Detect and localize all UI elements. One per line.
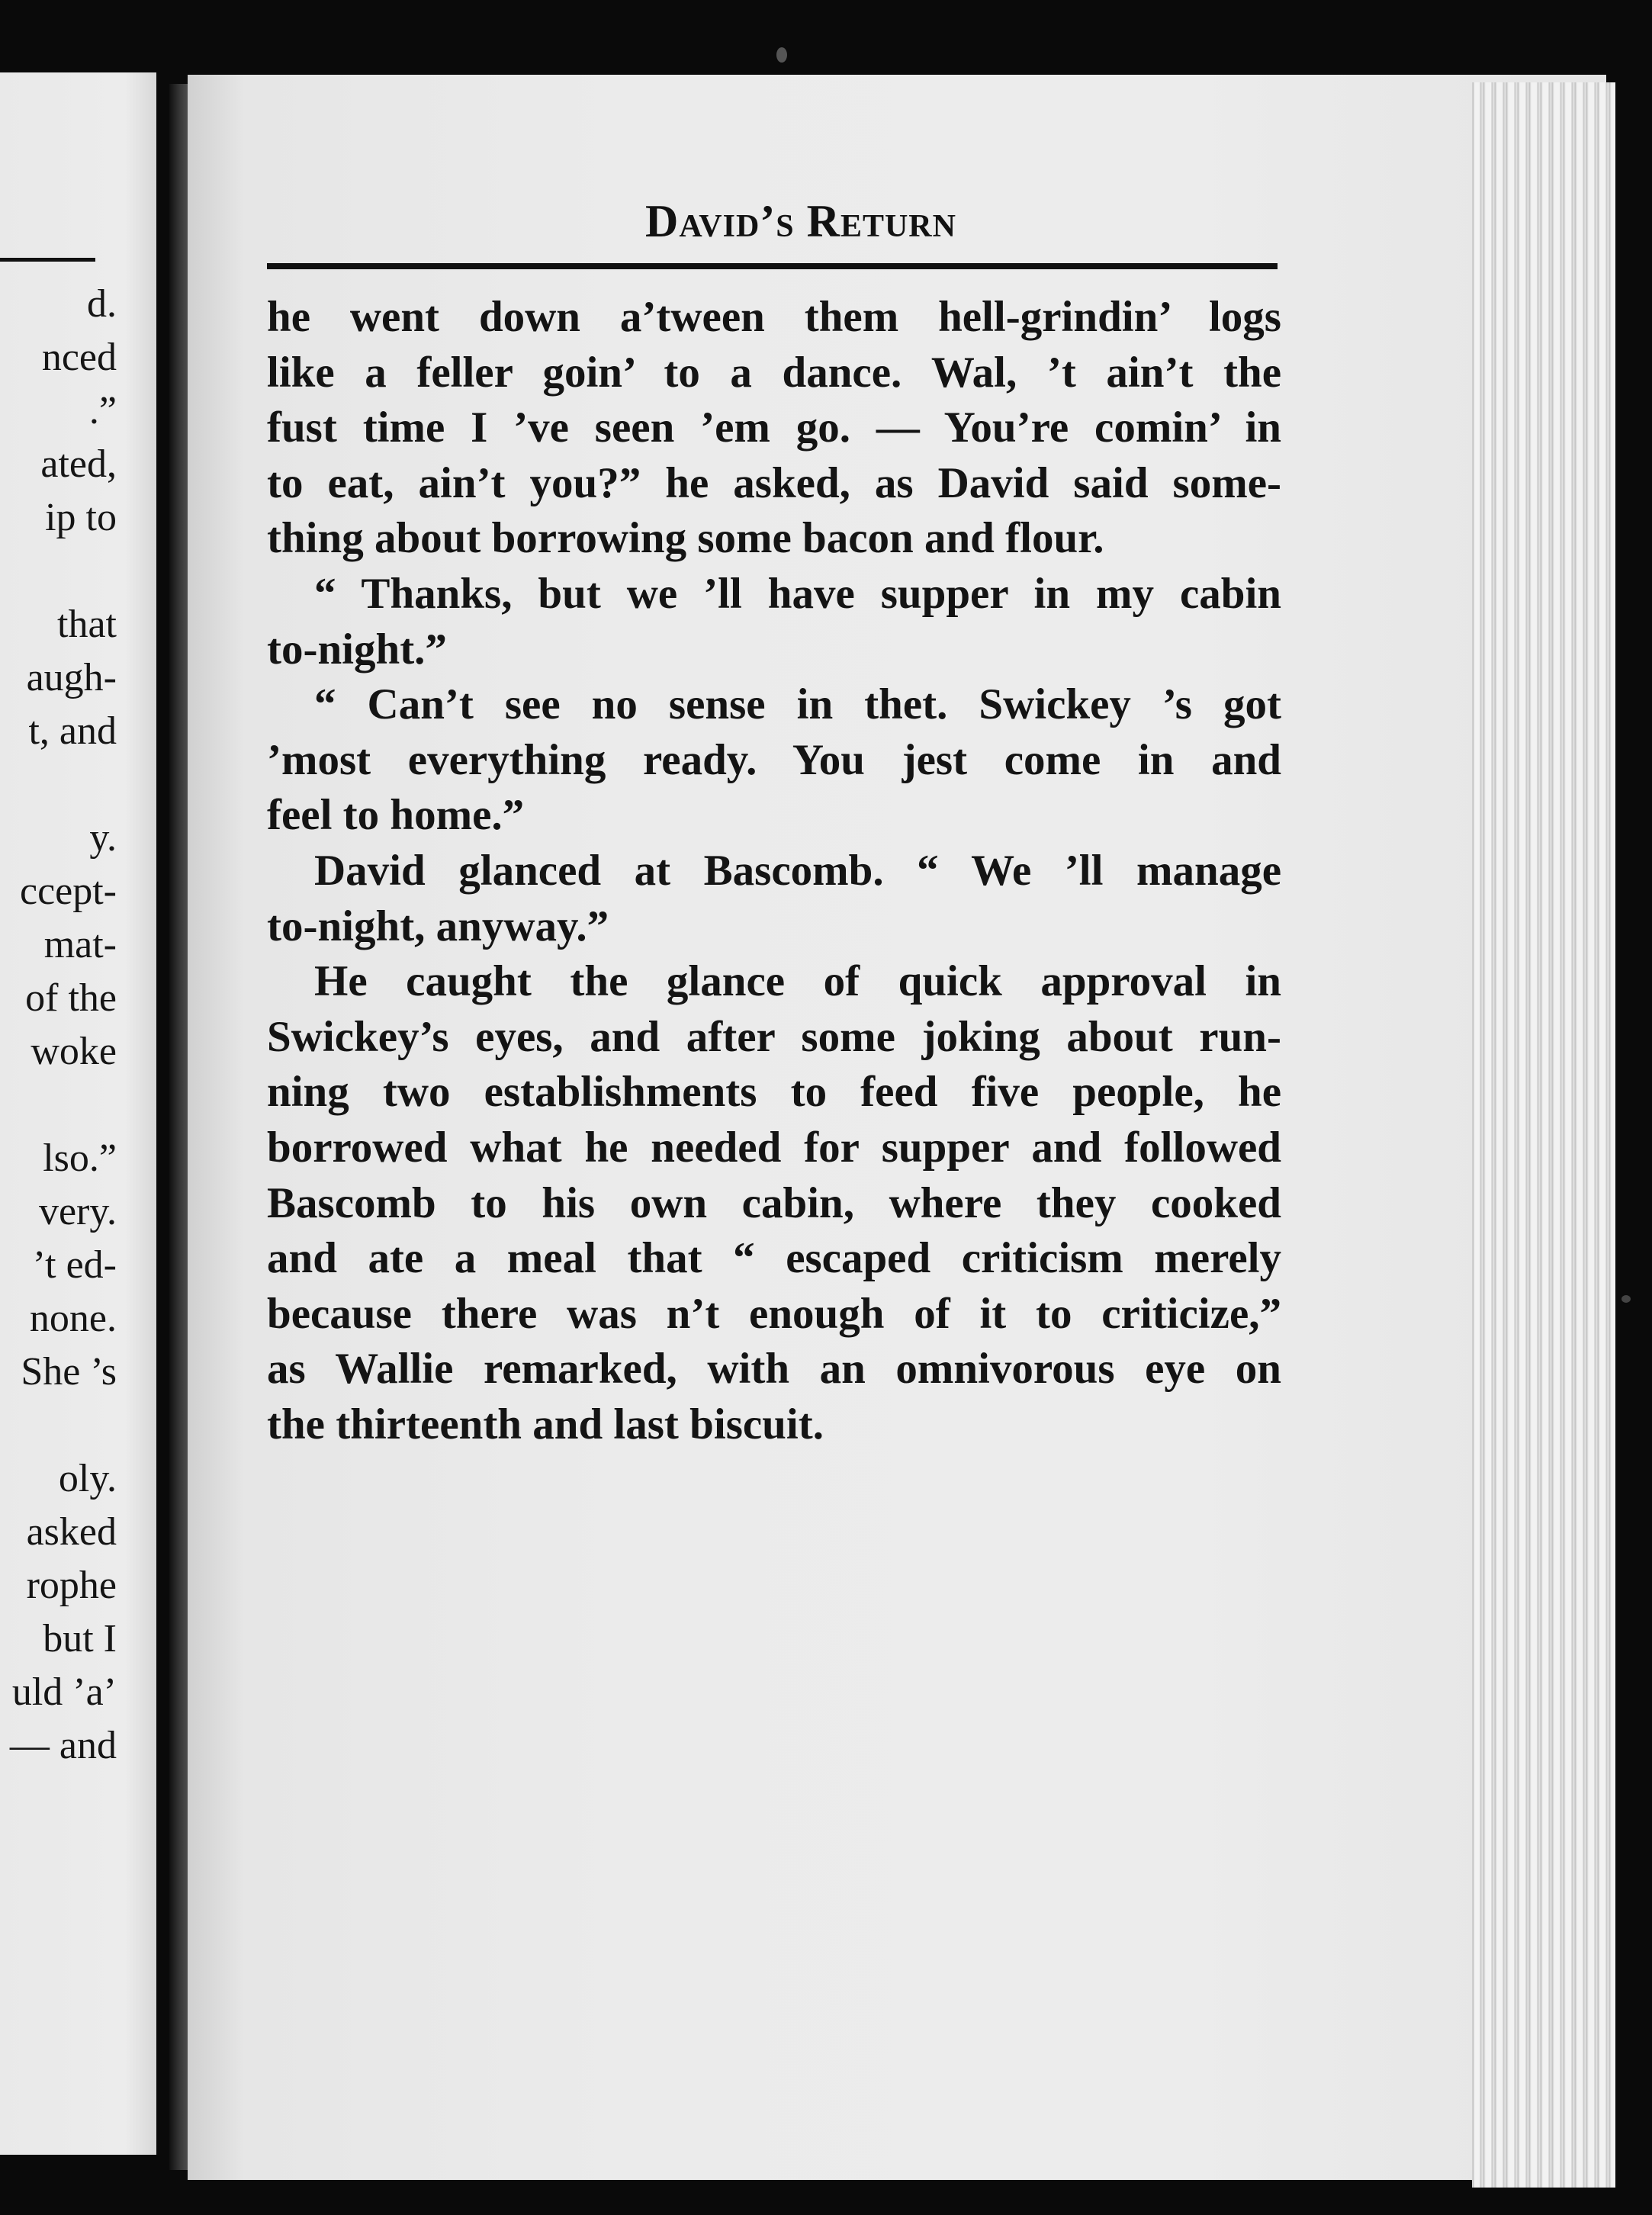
dust-speck <box>1621 1295 1631 1303</box>
text-line: fust time I ’ve seen ’em go. — You’re comin’ in <box>267 403 1281 452</box>
left-line: uld ’a’ <box>11 1670 117 1714</box>
left-facing-page <box>0 72 156 2155</box>
left-line: augh- <box>26 656 117 699</box>
left-line: rophe <box>26 1564 117 1607</box>
text-line: to-night.” <box>267 625 447 674</box>
text-line: the thirteenth and last biscuit. <box>267 1400 824 1448</box>
page-edges <box>1472 82 1615 2188</box>
left-line: of the <box>25 976 117 1020</box>
text-line: to eat, ain’t you?” he asked, as David said some- <box>267 458 1281 507</box>
text-line: he went down a’tween them hell-grindin’ logs <box>267 293 1281 341</box>
text-line: thing about borrowing some bacon and flour. <box>267 514 1104 563</box>
running-head: David’s Return <box>645 196 956 246</box>
left-line: asked <box>26 1510 117 1554</box>
dust-speck <box>776 47 787 63</box>
left-line: that <box>57 603 117 646</box>
text-line: “ Can’t see no sense in thet. Swickey ’s got <box>314 680 1281 729</box>
text-line: because there was n’t enough of it to criticize,” <box>267 1289 1281 1338</box>
text-line: Swickey’s eyes, and after some joking about run- <box>267 1012 1281 1061</box>
left-line: t, and <box>28 709 117 753</box>
left-line: ated, <box>40 442 117 486</box>
left-line: but I <box>43 1617 117 1660</box>
text-line: ning two establishments to feed five people, he <box>267 1068 1281 1117</box>
text-line: as Wallie remarked, with an omnivorous eye on <box>267 1345 1281 1394</box>
left-line: She ’s <box>21 1350 117 1394</box>
left-line: ccept- <box>19 870 117 913</box>
left-page-rule <box>0 258 95 262</box>
left-line: ip to <box>45 496 117 539</box>
text-line: He caught the glance of quick approval in <box>314 957 1281 1006</box>
text-line: ’most everything ready. You jest come in and <box>267 735 1281 784</box>
left-line: mat- <box>43 923 117 966</box>
text-line: like a feller goin’ to a dance. Wal, ’t ain’t the <box>267 348 1281 397</box>
left-line: — and <box>9 1724 117 1767</box>
text-line: to-night, anyway.” <box>267 902 609 950</box>
header-rule <box>267 263 1278 269</box>
left-line: nced <box>41 336 117 379</box>
left-line: none. <box>29 1297 117 1340</box>
left-line: y. <box>89 816 117 860</box>
left-line: .” <box>88 389 117 432</box>
left-line: oly. <box>58 1457 117 1500</box>
left-line: d. <box>87 282 117 326</box>
left-page-text <box>0 277 156 2031</box>
text-line: feel to home.” <box>267 791 525 840</box>
body-text <box>267 290 1281 1452</box>
left-line: woke <box>31 1030 117 1073</box>
text-line: “ Thanks, but we ’ll have supper in my cabin <box>314 569 1281 618</box>
text-line: and ate a meal that “ escaped criticism merely <box>267 1234 1281 1283</box>
left-line: very. <box>38 1190 117 1233</box>
left-line: lso.” <box>43 1136 117 1180</box>
text-line: David glanced at Bascomb. “ We ’ll manage <box>314 846 1281 895</box>
left-line: ’t ed- <box>32 1243 117 1287</box>
text-line: Bascomb to his own cabin, where they cooked <box>267 1178 1281 1227</box>
text-line: borrowed what he needed for supper and followed <box>267 1123 1281 1172</box>
